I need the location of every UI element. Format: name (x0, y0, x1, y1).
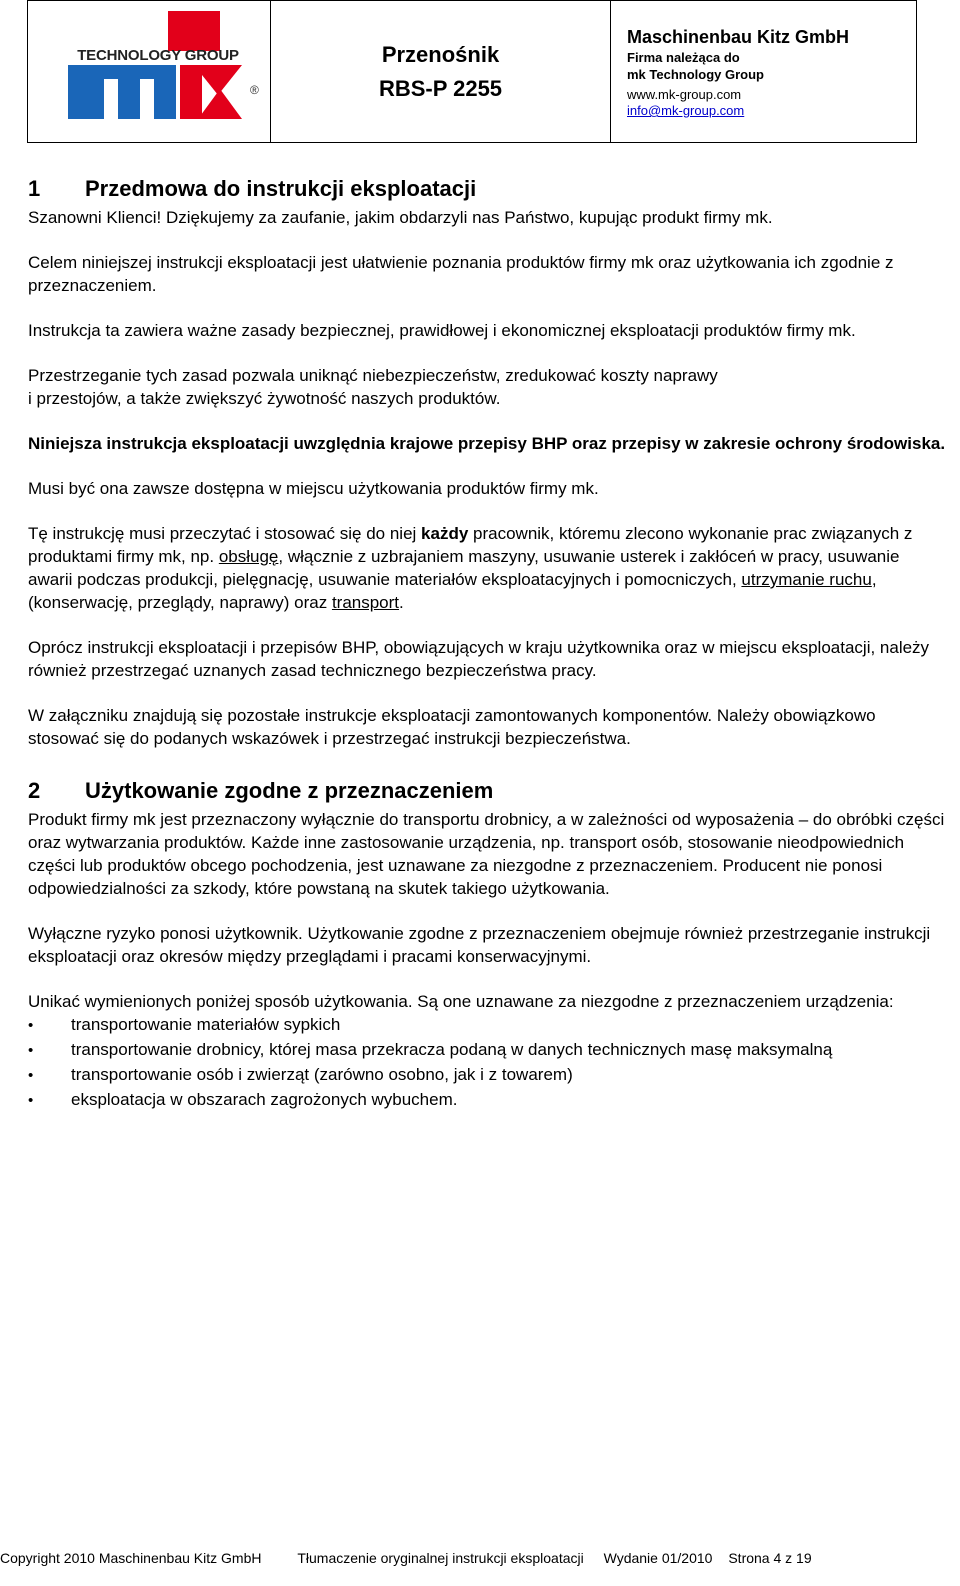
logo-m-letter (68, 65, 176, 119)
paragraph: Produkt firmy mk jest przeznaczony wyłącznie do transportu drobnicy, a w zależności od wyposażenia – do obróbki części oraz wytwarzania produktów. Każde inne zastosowanie urządzenia, np. transport osób, stosowanie nieodpowiednich części lub produktów obcego pochodzenia, jest uznawane za niezgodne z przeznaczeniem. Producent nie ponosi odpowiedzialności za szkody, które powstaną na skutek takiego użytkowania. (28, 810, 945, 898)
company-sub-1: Firma należąca do (627, 50, 740, 65)
product-title: Przenośnik (381, 41, 500, 67)
company-cell (611, 1, 916, 142)
list-item: • eksploatacja w obszarach zagrożonych wybuchem. (28, 1088, 948, 1112)
paragraph: Instrukcja ta zawiera ważne zasady bezpiecznej, prawidłowej i ekonomicznej eksploatacji produktów firmy mk. (28, 321, 856, 340)
bullet-icon: • (28, 1067, 34, 1084)
email-link[interactable]: info@mk-group.com (627, 103, 745, 118)
paragraph: Musi być ona zawsze dostępna w miejscu użytkowania produktów firmy mk. (28, 479, 599, 498)
bullet-list (28, 1013, 948, 1112)
footer-translation: Tłumaczenie oryginalnej instrukcji eksploatacji (297, 1550, 584, 1566)
document-header (27, 0, 917, 143)
list-item: • transportowanie materiałów sypkich (28, 1013, 948, 1037)
section-1-heading: 1 Przedmowa do instrukcji eksploatacji (28, 176, 477, 201)
paragraph: Przestrzeganie tych zasad pozwala uniknąć niebezpieczeństw, zredukować koszty naprawy i przestojów, a także zwiększyć żywotność naszych produktów. (28, 366, 718, 408)
company-name: Maschinenbau Kitz GmbH (627, 27, 850, 47)
paragraph: Szanowni Klienci! Dziękujemy za zaufanie, jakim obdarzyli nas Państwo, kupując produkt firmy mk. (28, 208, 773, 227)
logo-registered-mark: ® (250, 83, 259, 97)
bullet-icon: • (28, 1092, 34, 1109)
footer-edition: Wydanie 01/2010 (603, 1550, 713, 1566)
document-body (28, 172, 948, 1113)
paragraph: W załączniku znajdują się pozostałe instrukcje eksploatacji zamontowanych komponentów. Należy obowiązkowo stosować się do podanych wskazówek i przestrzegać instrukcji bezpieczeństwa. (28, 706, 876, 748)
logo-cell (28, 1, 271, 142)
product-code: RBS-P 2255 (378, 75, 503, 101)
bullet-icon: • (28, 1017, 34, 1034)
logo-text: TECHNOLOGY GROUP (77, 47, 239, 64)
page-footer (0, 1549, 960, 1567)
product-title-cell (271, 1, 611, 142)
list-item: • transportowanie osób i zwierząt (zarówno osobno, jak i z towarem) (28, 1063, 948, 1087)
paragraph-bold: Niniejsza instrukcja eksploatacji uwzględnia krajowe przepisy BHP oraz przepisy w zakresie ochrony środowiska. (28, 434, 946, 453)
company-sub-2: mk Technology Group (627, 67, 764, 82)
footer-page-number: Strona 4 z 19 (728, 1550, 812, 1566)
website-link[interactable]: www.mk-group.com (627, 87, 742, 102)
bullet-icon: • (28, 1042, 34, 1059)
logo-red-bar (168, 11, 220, 51)
paragraph: Oprócz instrukcji eksploatacji i przepisów BHP, obowiązujących w kraju użytkownika oraz w miejscu eksploatacji, należy również przestrzegać uznanych zasad technicznego bezpieczeństwa pracy. (28, 638, 930, 680)
paragraph: Celem niniejszej instrukcji eksploatacji jest ułatwienie poznania produktów firmy mk oraz użytkowania ich zgodnie z przeznaczeniem. (28, 253, 894, 295)
paragraph: Tę instrukcję musi przeczytać i stosować się do niej każdy pracownik, któremu zlecono wykonanie prac związanych z produktami firmy mk, np. obsługę, włącznie z uzbrajaniem maszyny, usuwanie usterek i zakłóceń w pracy, usuwanie awarii podczas produkcji, pielęgnację, usuwanie materiałów eksploatacyjnych i pomocniczych, utrzymanie ruchu, (konserwację, przeglądy, naprawy) oraz transport. (28, 524, 913, 612)
section-2-heading: 2 Użytkowanie zgodne z przeznaczeniem (28, 778, 494, 803)
paragraph: Wyłączne ryzyko ponosi użytkownik. Użytkowanie zgodne z przeznaczeniem obejmuje również przestrzeganie instrukcji eksploatacji oraz okresów między przeglądami i pracami konserwacyjnymi. (28, 924, 931, 966)
logo-k-letter (180, 65, 242, 119)
paragraph: Unikać wymienionych poniżej sposób użytkowania. Są one uznawane za niezgodne z przeznaczeniem urządzenia: (28, 992, 894, 1011)
footer-copyright: Copyright 2010 Maschinenbau Kitz GmbH (0, 1550, 262, 1566)
list-item: • transportowanie drobnicy, której masa przekracza podaną w danych technicznych masę maksymalną (28, 1038, 948, 1062)
